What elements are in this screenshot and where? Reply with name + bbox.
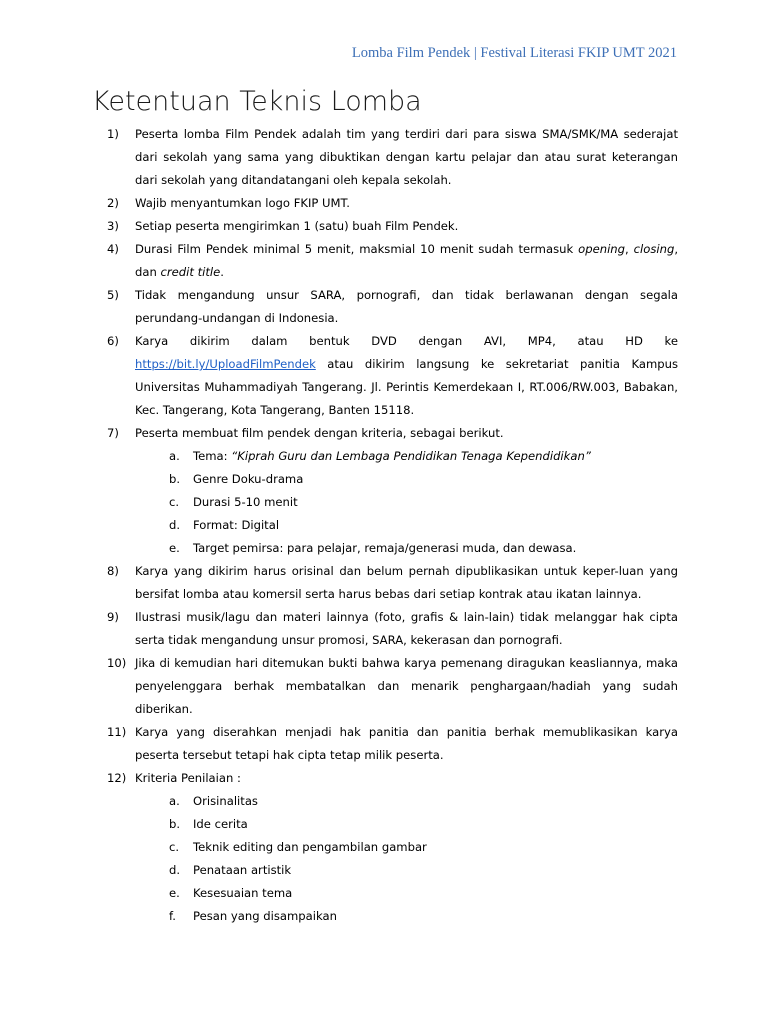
sub-item	[0, 790, 768, 813]
italic-term: closing	[633, 242, 675, 256]
item-text: Peserta membuat film pendek dengan kriteria, sebagai berikut.	[135, 426, 504, 440]
item-number: 12)	[107, 771, 127, 785]
sub-item-label: Kesesuaian tema	[193, 886, 293, 900]
page-header: Lomba Film Pendek | Festival Literasi FKIP UMT 2021	[351, 45, 677, 61]
sub-item-letter: a.	[169, 794, 180, 808]
item-number: 9)	[107, 610, 119, 624]
sub-item-letter: d.	[169, 863, 181, 877]
item-number: 11)	[107, 725, 127, 739]
item-number: 6)	[107, 334, 119, 348]
list-item	[0, 330, 768, 422]
item-text: Ilustrasi musik/lagu dan materi lainnya (foto, grafis & lain-lain) tidak melanggar hak cipta serta tidak mengandung unsur promosi, SARA, kekerasan dan pornografi.	[135, 610, 678, 647]
sub-item-label: Durasi 5-10 menit	[193, 495, 298, 509]
sub-item	[0, 537, 768, 560]
list-item	[0, 215, 768, 238]
list-item	[0, 192, 768, 215]
item-number: 7)	[107, 426, 119, 440]
sub-item-letter: b.	[169, 817, 181, 831]
sub-item-letter: a.	[169, 449, 180, 463]
sub-item	[0, 905, 768, 928]
item-number: 2)	[107, 196, 119, 210]
sub-item	[0, 859, 768, 882]
item-number: 3)	[107, 219, 119, 233]
list-item	[0, 284, 768, 330]
sub-item-letter: d.	[169, 518, 181, 532]
item-number: 5)	[107, 288, 119, 302]
theme-text: “Kiprah Guru dan Lembaga Pendidikan Tenaga Kependidikan”	[231, 449, 591, 463]
item-text	[135, 238, 678, 284]
rules-list	[0, 123, 768, 928]
sub-item-letter: c.	[169, 495, 180, 509]
sub-item	[0, 882, 768, 905]
sub-item	[0, 514, 768, 537]
item-text-part: .	[220, 265, 224, 279]
item-text: Kriteria Penilaian :	[135, 771, 241, 785]
item-text-part: Durasi Film Pendek minimal 5 menit, maksmial 10 menit sudah termasuk	[135, 242, 579, 256]
sub-item	[0, 836, 768, 859]
sub-item-label: Penataan artistik	[193, 863, 292, 877]
sub-item-label: Tema:	[193, 449, 232, 463]
sub-item-label: Orisinalitas	[193, 794, 258, 808]
sub-item-letter: c.	[169, 840, 180, 854]
sub-item-label: Teknik editing dan pengambilan gambar	[193, 840, 427, 854]
list-item	[0, 606, 768, 652]
item-text-part: atau dikirim langsung ke sekretariat panitia Kampus Universitas Muhammadiyah Tangerang. Jl. Perintis Kemerdekaan I, RT.006/RW.003, Babakan, Kec. Tangerang, Kota Tangerang, Banten 15118.	[135, 357, 678, 417]
list-item	[0, 422, 768, 445]
item-text-part: Karya dikirim dalam bentuk DVD dengan AVI, MP4, atau HD ke	[135, 334, 678, 348]
list-item	[0, 652, 768, 721]
list-item	[0, 238, 768, 284]
sub-item-letter: f.	[169, 909, 176, 923]
item-number: 1)	[107, 127, 119, 141]
item-text: Peserta lomba Film Pendek adalah tim yang terdiri dari para siswa SMA/SMK/MA sederajat dari sekolah yang sama yang dibuktikan dengan kartu pelajar dan atau surat keterangan dari sekolah yang ditandatangani oleh kepala sekolah.	[135, 127, 678, 187]
item-text: Karya yang dikirim harus orisinal dan belum pernah dipublikasikan untuk keper-luan yang bersifat lomba atau komersil serta harus bebas dari setiap kontrak atau ikatan lainnya.	[135, 564, 678, 601]
sub-item-label: Genre Doku-drama	[193, 472, 304, 486]
sub-item	[0, 491, 768, 514]
sub-item-label: Target pemirsa: para pelajar, remaja/generasi muda, dan dewasa.	[193, 541, 577, 555]
sub-item-label: Format: Digital	[193, 518, 280, 532]
italic-term: credit title	[160, 265, 221, 279]
sub-item-label: Ide cerita	[193, 817, 248, 831]
item-text	[135, 330, 678, 422]
sub-item-letter: e.	[169, 541, 180, 555]
item-text: Tidak mengandung unsur SARA, pornografi, dan tidak berlawanan dengan segala perundang-undangan di Indonesia.	[135, 288, 678, 325]
list-item	[0, 721, 768, 767]
italic-term: opening	[578, 242, 626, 256]
list-item	[0, 767, 768, 790]
item-text-part: , dan	[135, 242, 679, 279]
item-text: Setiap peserta mengirimkan 1 (satu) buah Film Pendek.	[135, 219, 459, 233]
sub-item-letter: e.	[169, 886, 180, 900]
item-text-part: ,	[625, 242, 634, 256]
sub-item	[0, 445, 768, 468]
upload-link[interactable]: https://bit.ly/UploadFilmPendek	[135, 357, 316, 371]
list-item	[0, 123, 768, 192]
item-number: 10)	[107, 656, 127, 670]
item-text: Wajib menyantumkan logo FKIP UMT.	[135, 196, 350, 210]
item-text: Karya yang diserahkan menjadi hak panitia dan panitia berhak memublikasikan karya peserta tersebut tetapi hak cipta tetap milik peserta.	[135, 725, 678, 762]
sub-item-label: Pesan yang disampaikan	[193, 909, 337, 923]
sub-item	[0, 468, 768, 491]
list-item	[0, 560, 768, 606]
sub-item	[0, 813, 768, 836]
item-number: 4)	[107, 242, 119, 256]
sub-item-letter: b.	[169, 472, 181, 486]
item-text: Jika di kemudian hari ditemukan bukti bahwa karya pemenang diragukan keasliannya, maka penyelenggara berhak membatalkan dan menarik penghargaan/hadiah yang sudah diberikan.	[135, 656, 678, 716]
page-title: Ketentuan Teknis Lomba	[92, 86, 422, 117]
item-number: 8)	[107, 564, 119, 578]
